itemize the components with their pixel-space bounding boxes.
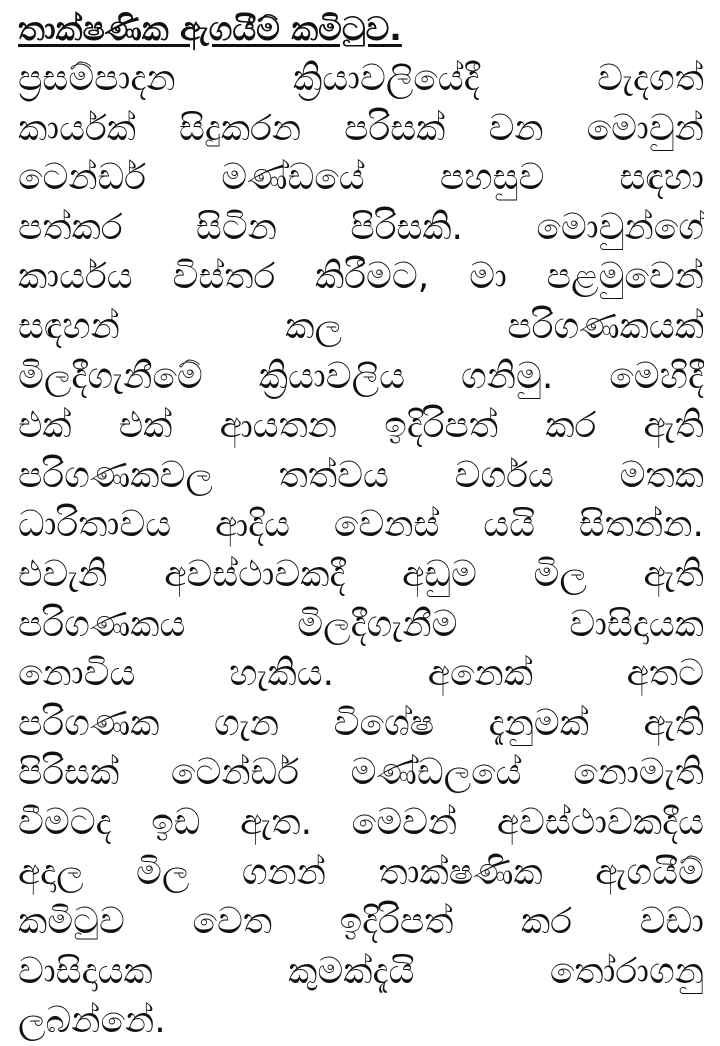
document-page [18,4,704,1046]
paragraph-word: ඇති [643,553,704,595]
paragraph-word: කාර්යය [18,256,133,298]
paragraph-line [18,153,704,203]
paragraph-word: ප්‍රසම්පාදන [18,58,176,99]
paragraph-word: ටෙන්ඩර් [170,752,299,794]
paragraph-word: එක් [118,405,173,447]
paragraph-line [18,203,704,253]
paragraph-word: තත්වය [278,454,389,496]
paragraph-word: කමිටුව [18,901,125,943]
paragraph-word: මොවුන්ගේ [536,206,704,248]
paragraph-word: අදාල [18,851,84,893]
paragraph-word: මතක [619,454,704,496]
paragraph-word: වෙත [192,901,273,943]
paragraph-word: වැදගත් [597,58,704,99]
paragraph-word: යයි [483,504,536,546]
paragraph-word: මණ්ඩලයේ [350,752,522,794]
paragraph-word: මිලදීගැනීමේ [18,355,203,397]
paragraph-word: පළමුවෙන් [546,256,704,298]
paragraph-word: ආදිය [214,504,291,546]
paragraph-word: මා [469,256,507,298]
paragraph-word: ගනිමු. [460,355,554,397]
paragraph-line [18,54,704,104]
paragraph-word: පරිගණකයක් [507,305,704,347]
paragraph-word: හැකිය. [229,653,335,695]
paragraph-word: පත්කර [18,206,123,248]
paragraph-word: එවැනි [18,553,108,595]
paragraph-word: විස්තර [172,256,276,298]
paragraph-line [18,996,704,1046]
paragraph-word: පරිගණක [18,702,160,744]
paragraph-word: ඇති [643,405,704,447]
paragraph-line [18,600,704,650]
paragraph-word: පිරිසක් [18,752,120,794]
paragraph-word: කිරීමට, [315,256,430,298]
paragraph-word: සඳහා [619,157,704,199]
paragraph-word: ඇගයීම් [595,851,704,893]
paragraph-line [18,798,704,848]
paragraph-word: කර [545,405,597,447]
paragraph-word: වාසිදායක [18,950,153,992]
paragraph-word: ගනන් [241,851,327,893]
paragraph-word: සිටින [195,206,277,248]
paragraph-word: ඉදිරිපත් [339,901,454,943]
paragraph-word: සිතන්න. [578,504,704,546]
paragraph-word: අඩුම [402,553,477,595]
paragraph-word: ධාරිතාවය [18,504,172,546]
paragraph-line [18,649,704,699]
paragraph-word: පරිගණකය [18,603,186,645]
paragraph-word: පිරිසකි. [350,206,464,248]
paragraph-word: ඉදිරිපත් [384,405,499,447]
paragraph-word: වඩා [639,901,704,943]
paragraph-word: මිල [533,553,587,595]
paragraph-word: පරිගණකවල [18,454,213,496]
paragraph-word: ලබන්නේ. [18,1000,166,1042]
paragraph-line [18,104,704,154]
paragraph-line [18,401,704,451]
paragraph-word: මිල [136,851,190,893]
paragraph-word: නොවිය [18,653,136,695]
paragraph-word: පරිසක් [344,107,446,149]
paragraph-line [18,252,704,302]
paragraph-word: කුමක්දැයි [288,950,415,992]
paragraph-word: ක්‍රියාවලියේදී [292,58,480,99]
paragraph-word: මිලදීගැනීම [297,603,458,645]
paragraph-word: වීමටද [18,801,112,843]
paragraph-word: කර [521,901,573,943]
paragraph-word: ඇති [643,702,704,744]
paragraph-word: දැනුමක් [488,702,589,744]
paragraph-word: වර්ගය [454,454,554,496]
paragraph-line [18,699,704,749]
paragraph-word: කාර්යක් [18,107,136,149]
paragraph-word: අවස්ථාවකදීය [496,801,704,843]
paragraph-word: අවස්ථාවකදී [164,553,346,595]
paragraph-word: මෙවන් [351,801,458,843]
paragraph-line [18,451,704,501]
document-body [18,54,704,1046]
paragraph-word: තාක්ෂණික [378,851,543,893]
paragraph-word: ඉඩ [151,801,201,843]
paragraph-word: නොමැති [573,752,704,794]
paragraph-word: අනෙක් [427,653,533,695]
paragraph-word: මණ්ඩයේ [221,157,365,199]
paragraph-word: ගැන [214,702,280,744]
paragraph-word: ඇත. [240,801,313,843]
paragraph-word: ආයතන [219,405,338,447]
paragraph-word: එක් [18,405,72,447]
paragraph-word: වන [488,107,544,149]
paragraph-line [18,352,704,402]
paragraph-line [18,848,704,898]
paragraph-word: පහසුව [439,157,545,199]
paragraph-line [18,500,704,550]
paragraph-word: වෙනස් [333,504,440,546]
document-heading: තාක්ෂණික ඇගයීම් කමිටුව. [18,9,402,48]
paragraph-line [18,897,704,947]
paragraph-line [18,748,704,798]
paragraph-word: ටෙන්ඩර් [18,157,147,199]
paragraph-line [18,302,704,352]
paragraph-word: සිදුකරන [179,107,302,149]
paragraph-word: තෝරාගනු [549,950,704,992]
paragraph-word: වාසිදායක [569,603,704,645]
paragraph-word: සඳහන් [18,305,120,347]
paragraph-line [18,550,704,600]
paragraph-word: මෙහිදී [609,355,704,397]
paragraph-word: කල [285,305,342,347]
paragraph-word: මොවුන් [586,107,704,149]
paragraph-word: විශේෂ [333,702,435,744]
paragraph-line [18,947,704,997]
paragraph-word: ක්‍රියාවලිය [258,355,405,397]
paragraph-word: අතට [626,653,704,695]
